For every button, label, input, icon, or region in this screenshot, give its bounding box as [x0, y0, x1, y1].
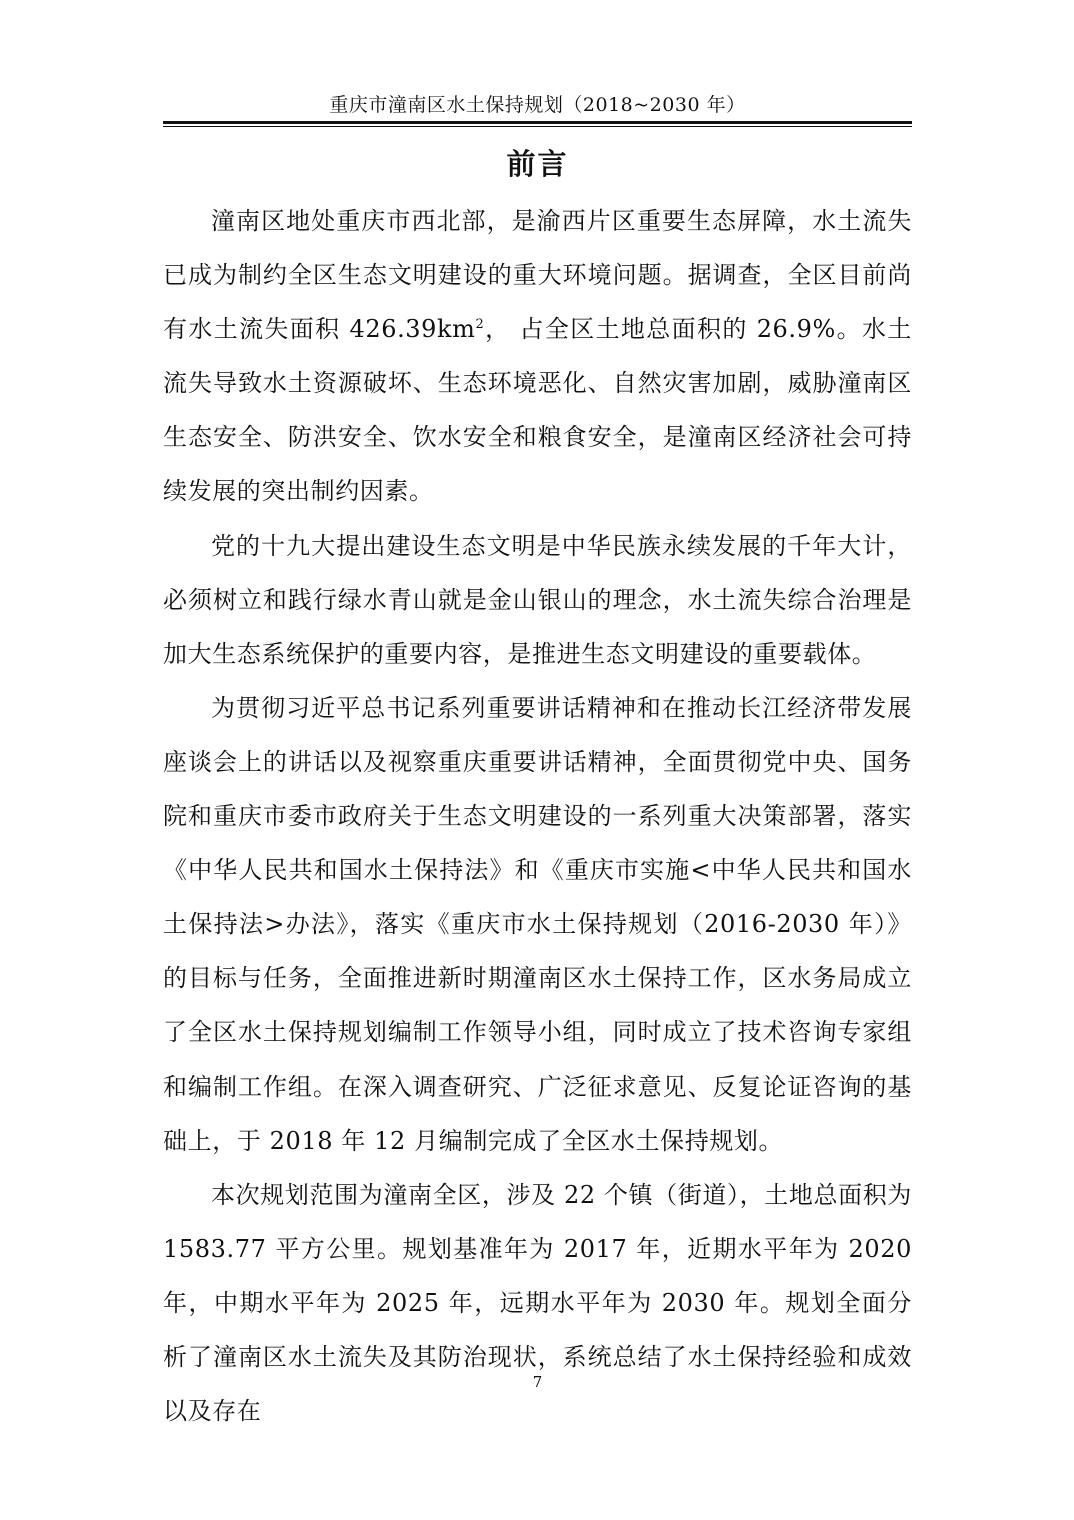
page-title: 前言 [506, 147, 569, 181]
paragraph-4: 本次规划范围为潼南全区，涉及 22 个镇（街道），土地总面积为 1583.77 平方公里。规划基准年为 2017 年，近期水平年为 2020 年，中期水平年为 2025 年，远期水平年为 2030 年。规划全面分析了潼南区水土流失及其防治现状，系统总结了水土保持经验和成效以及存在 [163, 1180, 912, 1426]
paragraph-1-text-a: 潼南区地处重庆市西北部，是渝西片区重要生态屏障，水土流失已成为制约全区生态文明建设的重大环境问题。据调查，全区目前尚有水土流失面积 426.39km [163, 207, 912, 344]
paragraph-1-text-b: ， 占全区土地总面积的 26.9%。水土流失导致水土资源破坏、生态环境恶化、自然灾害加剧，威胁潼南区生态安全、防洪安全、饮水安全和粮食安全，是潼南区经济社会可持续发展的突出制约因素。 [163, 315, 912, 506]
superscript-2: 2 [475, 317, 485, 333]
paragraph-1 [163, 194, 912, 519]
header-rule-thick [163, 121, 912, 124]
paragraph-2: 党的十九大提出建设生态文明是中华民族永续发展的千年大计，必须树立和践行绿水青山就是金山银山的理念，水土流失综合治理是加大生态系统保护的重要内容，是推进生态文明建设的重要载体。 [163, 531, 912, 668]
page-number: 7 [532, 1373, 543, 1391]
paragraph-3: 为贯彻习近平总书记系列重要讲话精神和在推动长江经济带发展座谈会上的讲话以及视察重庆重要讲话精神，全面贯彻党中央、国务院和重庆市委市政府关于生态文明建设的一系列重大决策部署，落实《中华人民共和国水土保持法》和《重庆市实施<中华人民共和国水土保持法>办法》，落实《重庆市水土保持规划（2016-2030 年）》的目标与任务，全面推进新时期潼南区水土保持工作，区水务局成立了全区水土保持规划编制工作领导小组，同时成立了技术咨询专家组和编制工作组。在深入调查研究、广泛征求意见、反复论证咨询的基础上，于 2018 年 12 月编制完成了全区水土保持规划。 [163, 693, 912, 1155]
running-header: 重庆市潼南区水土保持规划（2018~2030 年） [329, 94, 746, 116]
body-text [163, 194, 912, 1438]
header-rule-thin [163, 126, 912, 127]
